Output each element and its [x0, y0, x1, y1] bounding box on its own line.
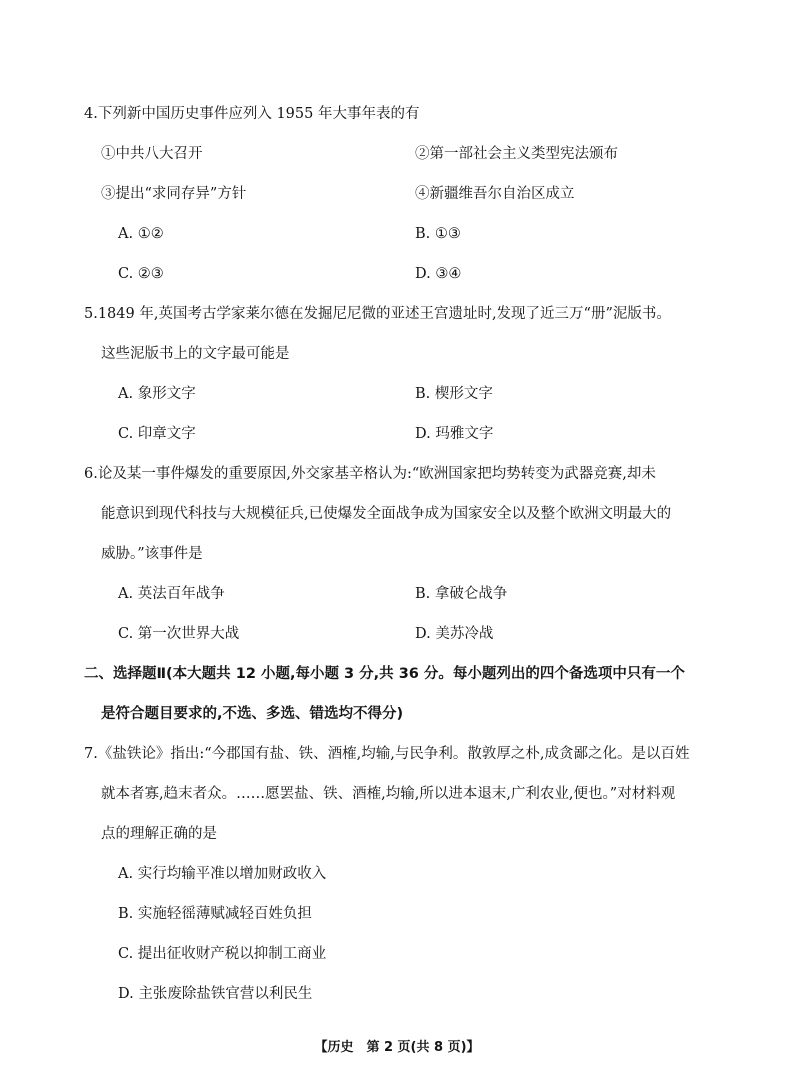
q5-stem-line-1: 5.1849 年,英国考古学家莱尔德在发掘尼尼微的亚述王宫遗址时,发现了近三万“册”泥版书。 — [84, 306, 671, 322]
q4-option-a: A. ①② — [118, 226, 164, 242]
q4-item-4: ④新疆维吾尔自治区成立 — [415, 186, 575, 202]
q4-item-2: ②第一部社会主义类型宪法颁布 — [415, 146, 618, 162]
q4-option-d: D. ③④ — [415, 266, 462, 282]
q6-option-b: B. 拿破仑战争 — [415, 586, 508, 602]
q4-item-1: ①中共八大召开 — [101, 146, 203, 162]
q6-stem-line-3: 威胁。”该事件是 — [101, 546, 203, 562]
q7-option-b: B. 实施轻徭薄赋减轻百姓负担 — [118, 906, 312, 922]
q6-option-c: C. 第一次世界大战 — [118, 626, 240, 642]
q7-option-d: D. 主张废除盐铁官营以利民生 — [118, 986, 313, 1002]
q6-option-a: A. 英法百年战争 — [118, 586, 225, 602]
section-heading-line-2: 是符合题目要求的,不选、多选、错选均不得分) — [101, 706, 404, 722]
q4-option-c: C. ②③ — [118, 266, 164, 282]
q5-option-d: D. 玛雅文字 — [415, 426, 494, 442]
q7-stem-line-2: 就本者寡,趋末者众。……愿罢盐、铁、酒榷,均输,所以进本退末,广利农业,便也。”对材料观 — [101, 786, 676, 802]
q7-option-a: A. 实行均输平准以增加财政收入 — [118, 866, 327, 882]
section-heading-line-1: 二、选择题Ⅱ(本大题共 12 小题,每小题 3 分,共 36 分。每小题列出的四个备选项中只有一个 — [84, 666, 685, 682]
q6-stem-line-2: 能意识到现代科技与大规模征兵,已使爆发全面战争成为国家安全以及整个欧洲文明最大的 — [101, 506, 672, 522]
q7-stem-line-1: 7.《盐铁论》指出:“今郡国有盐、铁、酒榷,均输,与民争利。散敦厚之朴,成贪鄙之化。是以百姓 — [84, 746, 690, 762]
q4-option-b: B. ①③ — [415, 226, 461, 242]
q5-option-c: C. 印章文字 — [118, 426, 196, 442]
q5-option-b: B. 楔形文字 — [415, 386, 493, 402]
q7-option-c: C. 提出征收财产税以抑制工商业 — [118, 946, 327, 962]
q5-stem-line-2: 这些泥版书上的文字最可能是 — [101, 346, 290, 362]
q6-stem-line-1: 6.论及某一事件爆发的重要原因,外交家基辛格认为:“欧洲国家把均势转变为武器竞赛,却未 — [84, 466, 656, 482]
q6-option-d: D. 美苏冷战 — [415, 626, 494, 642]
q4-stem: 4.下列新中国历史事件应列入 1955 年大事年表的有 — [84, 106, 420, 122]
page-footer: 【历史 第 2 页(共 8 页)】 — [314, 1040, 480, 1055]
q5-option-a: A. 象形文字 — [118, 386, 196, 402]
q4-item-3: ③提出“求同存异”方针 — [101, 186, 247, 202]
q7-stem-line-3: 点的理解正确的是 — [101, 826, 217, 842]
